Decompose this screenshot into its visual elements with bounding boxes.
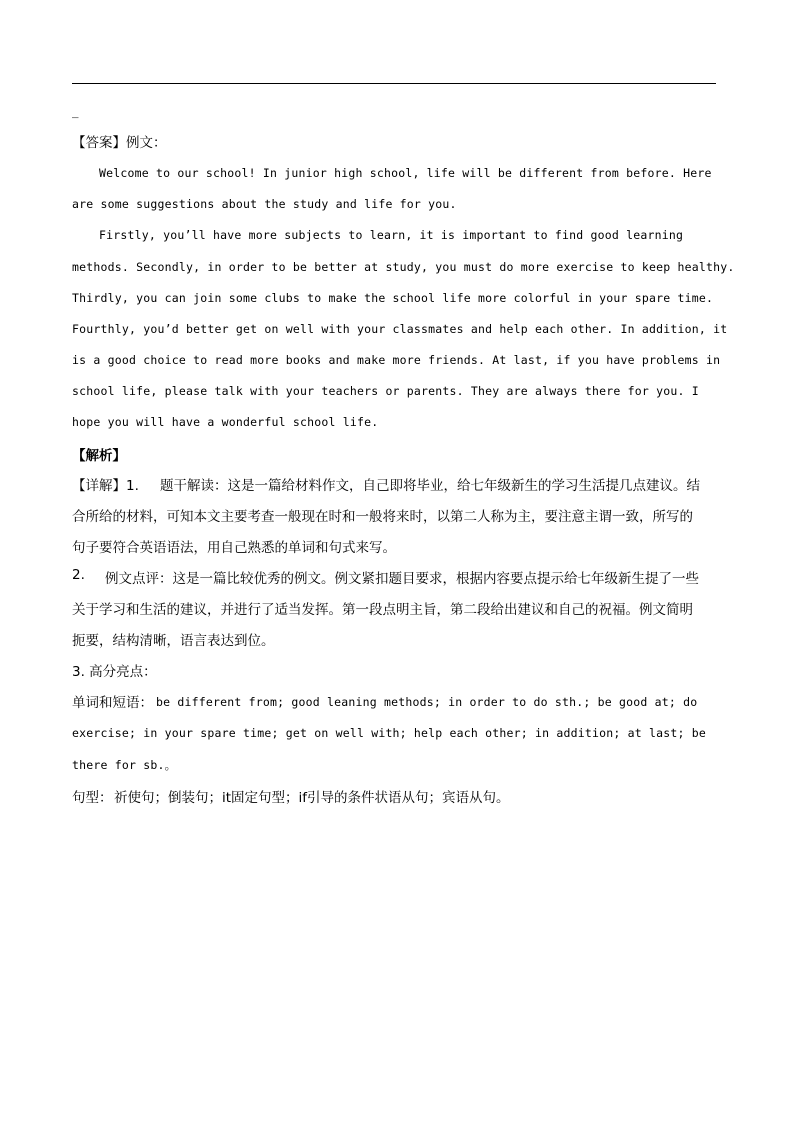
- answer-heading: 【答案】例文：: [72, 135, 167, 151]
- words-line1: be different from; good leaning methods; in order to do sth.; be good at; do: [156, 695, 698, 709]
- essay-p2-line6: school life, please talk with your teachers or parents. They are always there for you. I: [72, 384, 699, 398]
- item2-line2: 关于学习和生活的建议，并进行了适当发挥。第一段点明主旨，第二段给出建议和自己的祝福。例文简明: [72, 602, 693, 618]
- item2-number: 2.: [72, 567, 85, 583]
- essay-p2-line3: Thirdly, you can join some clubs to make the school life more colorful in your spare time.: [72, 291, 714, 305]
- item1-line1: 题干解读：这是一篇给材料作文，自己即将毕业，给七年级新生的学习生活提几点建议。结: [160, 478, 700, 494]
- item2-line1: 例文点评：这是一篇比较优秀的例文。例文紧扣题目要求，根据内容要点提示给七年级新生提了一些: [105, 571, 699, 587]
- analysis-heading: 【解析】: [72, 448, 126, 464]
- top-rule: [72, 83, 716, 84]
- item2-line3: 扼要，结构清晰，语言表达到位。: [72, 633, 275, 649]
- words-line3: there for sb.。: [72, 758, 177, 772]
- blank-mark: _: [72, 104, 79, 119]
- detail-label: 【详解】1.: [72, 478, 139, 494]
- sentence-text: 祈使句；倒装句；it固定句型；if引导的条件状语从句；宾语从句。: [114, 790, 510, 806]
- words-label: 单词和短语：: [72, 695, 153, 711]
- essay-p1-line1: Welcome to our school! In junior high school, life will be different from before. Here: [99, 166, 712, 180]
- item1-line2: 合所给的材料，可知本文主要考查一般现在时和一般将来时，以第二人称为主，要注意主谓一致，所写的: [72, 509, 693, 525]
- essay-p2-line5: is a good choice to read more books and make more friends. At last, if you have problems in: [72, 353, 721, 367]
- essay-p2-line7: hope you will have a wonderful school life.: [72, 415, 379, 429]
- essay-p2-line1: Firstly, you’ll have more subjects to learn, it is important to find good learning: [99, 228, 684, 242]
- sentence-label: 句型：: [72, 790, 113, 806]
- essay-p2-line4: Fourthly, you’d better get on well with your classmates and help each other. In addition, it: [72, 322, 728, 336]
- item1-line3: 句子要符合英语语法，用自己熟悉的单词和句式来写。: [72, 540, 396, 556]
- essay-p1-line2: are some suggestions about the study and life for you.: [72, 197, 457, 211]
- words-line2: exercise; in your spare time; get on well with; help each other; in addition; at last; be: [72, 726, 706, 740]
- item3-heading: 3. 高分亮点：: [72, 664, 157, 680]
- essay-p2-line2: methods. Secondly, in order to be better at study, you must do more exercise to keep healthy.: [72, 260, 735, 274]
